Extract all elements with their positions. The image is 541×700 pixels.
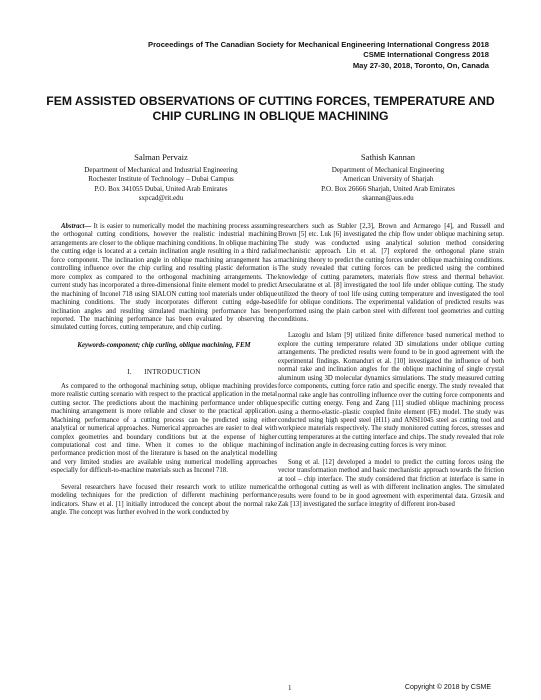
- author-institution: American University of Sharjah: [342, 175, 434, 183]
- abstract-paragraph: [51, 223, 277, 333]
- header-line-1: Proceedings of The Canadian Society for Mechanical Engineering International Congress 2018: [148, 40, 489, 49]
- author-email: sxpcad@rit.edu: [138, 194, 184, 202]
- paper-title: [30, 94, 511, 124]
- keywords: Keywords-component; chip curling, oblique machining, FEM: [77, 341, 251, 349]
- header-line-3: May 27-30, 2018, Toronto, On, Canada: [352, 60, 489, 70]
- author-institution: Rochester Institute of Technology – Dubai Campus: [88, 175, 234, 183]
- author-address: P.O. Box 341055 Dubai, United Arab Emirates: [94, 184, 228, 193]
- copyright-notice: Copyright © 2018 by CSME: [404, 684, 491, 691]
- page-number: 1: [288, 684, 292, 692]
- author-department: Department of Mechanical and Industrial Engineering: [84, 165, 238, 174]
- section-heading-introduction: I. INTRODUCTION: [127, 368, 201, 377]
- abstract-label: Abstract—: [61, 223, 92, 230]
- body-paragraph: researchers such as Stabler [2,3], Brown and Armarego [4], and Russell and Brown [5] etc. Luk [6] investigated the chip flow under oblique machining setup. The study was conducted using analytical solution method considering mechanistic approach. Lin et al. [7] explored the orthogonal plane strain machining theory to predict the cutting forces under oblique machining conditions. The study revealed that cutting forces can be predicted using the combined knowledge of cutting parameters, materials flow stress and thermal behavior. Arsecularatne et al. [8] investigated the tool life under oblique cutting. The study utilized the theory of tool life using cutting temperature and investigated the tool life for oblique conditions. The experimental validation of predicted results was performed using the plain carbon steel with different tool geometries and cutting conditions.: [278, 223, 504, 323]
- body-paragraph: Several researchers have focused their research work to utilize numerical modeling techniques for the prediction of different machining performance indicators. Shaw et al. [1] initially introduced the concept about the normal rake angle. The concept was further evolved in the work conducted by: [51, 483, 277, 517]
- right-column: [278, 223, 504, 510]
- author-name: Sathish Kannan: [360, 152, 416, 162]
- author-name: Salman Pervaiz: [134, 152, 188, 162]
- body-paragraph: Song et al. [12] developed a model to predict the cutting forces using the vector transformation method and basic mechanistic approach towards the friction at tool – chip interface. The study considered that friction at interface is same in the orthogonal cutting as well as with different inclination angles. The simulated results were found to be in good agreement with experimental data. Grzesik and Zak [13] investigated the surface integrity of different iron-based: [278, 458, 504, 509]
- conference-header: [148, 40, 489, 71]
- left-column: [51, 223, 277, 518]
- author-block-2: [273, 153, 503, 204]
- header-line-2: CSME International Congress 2018: [363, 50, 489, 60]
- title-line-2: CHIP CURLING IN OBLIQUE MACHINING: [152, 109, 389, 123]
- author-email: skannan@aus.edu: [362, 194, 414, 202]
- abstract-text: It is easier to numerically model the machining process assuming the orthogonal cutting conditions, however the realistic industrial machining arrangements are closer to the oblique machining conditions. In oblique machining the cutting edge is located at a certain inclination angle resulting in a third radial force component. The inclination angle in oblique machining arrangement has a controlling influence over the chip curling and resulting plastic deformation is more complex as compared to the orthogonal machining arrangements. The current study has incorporated a three-dimensional finite element model to predict the machining of Inconel 718 using SIALON cutting tool materials under oblique machining conditions. The study incorporates different cutting edge-based inclination angles and resulting simulated machining performance has been reported. The machining performance has been evaluated by observing the simulated cutting forces, cutting temperature, and chip curling.: [51, 223, 277, 332]
- title-line-1: FEM ASSISTED OBSERVATIONS OF CUTTING FORCES, TEMPERATURE AND: [46, 94, 495, 108]
- body-paragraph: Lazoglu and Islam [9] utilized finite difference based numerical method to explore the cutting temperature related 3D simulations under oblique cutting arrangements. The predicted results were found to be in good agreement with the experimental findings. Komanduri et al. [10] investigated the influence of both normal rake and inclination angles for the oblique machining of single crystal aluminum using 3D molecular dynamics simulations. The study measured cutting force components, cutting force ratio and specific energy. The study revealed that normal rake angle has controlling influence over the cutting force components and specific cutting energy. Feng and Zang [11] studied oblique machining process using a thermo-elastic–plastic coupled finite element (FE) model. The study was conducted using high speed steel (H11) and ANSI1045 steel as cutting tool and workpiece materials respectively. The study monitored cutting forces, stresses and cutting temperatures at the cutting interface and chips. The study revealed that role of inclination angle in decreasing cutting forces is very minor.: [278, 332, 504, 450]
- author-department: Department of Mechanical Engineering: [331, 165, 445, 174]
- author-block-1: [46, 153, 276, 204]
- author-address: P.O. Box 26666 Sharjah, United Arab Emirates: [321, 184, 455, 193]
- body-paragraph: As compared to the orthogonal machining setup, oblique machining provides more realistic cutting scenario with respect to the practical application in the metal cutting sector. The predictions about the machining performance under oblique machining arrangement is more reliable and closer to the practical application. Machining performance of a cutting process can be predicted using either analytical or numerical approaches. Numerical approaches are easier to deal with complex geometries and boundary conditions but at the expense of higher computational cost and time. When it comes to the oblique machining performance prediction most of the literature is based on the analytical modelling and very limited studies are available using numerical modelling approaches especially for difficult-to-machine materials such as Inconel 718.: [51, 382, 277, 475]
